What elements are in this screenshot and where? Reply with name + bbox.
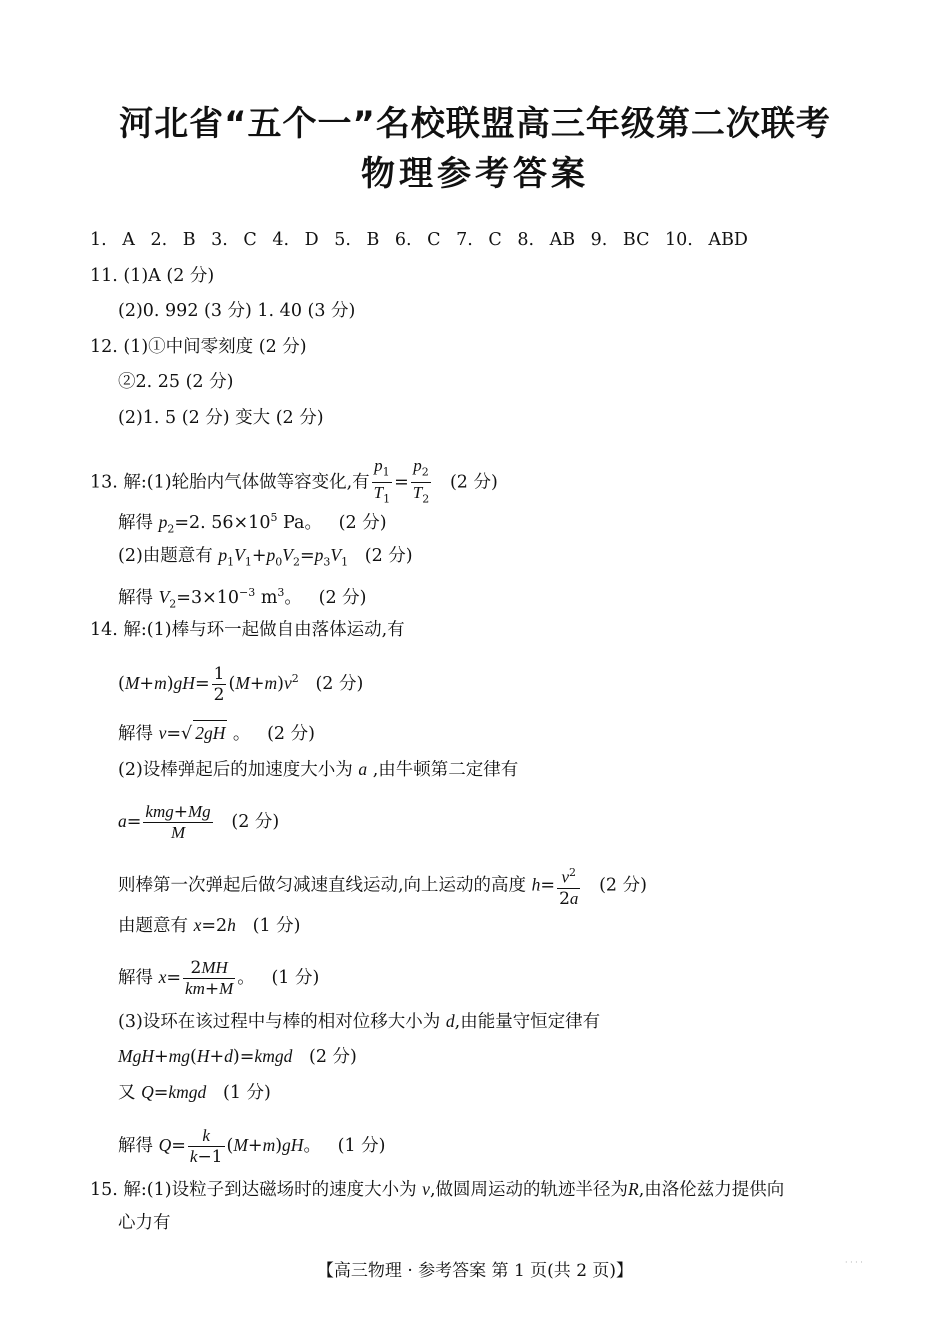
q14-line1: 14. 解:(1)棒与环一起做自由落体运动,有 <box>90 620 405 640</box>
q13-line2: 解得 $p_2=2$. $56\times 10^5$ Pa。 (2 分) <box>118 511 387 536</box>
q11-line2: (2)0. 992 (3 分) 1. 40 (3 分) <box>118 301 356 321</box>
q14-line3: 解得 v=√ 2gH 。 (2 分) <box>118 720 315 746</box>
q13-line3: (2)由题意有 $p_1V_1+p_0V_2=p_3V_1$ (2 分) <box>118 545 413 569</box>
q12-line1: 12. (1)①中间零刻度 (2 分) <box>90 337 307 357</box>
q13-line4: 解得 $V_2=3\times 10^{-3}$ $m^3$。 (2 分) <box>118 586 367 611</box>
q14-line2: (M+m)gH= $\frac{1}{2}$ $(M+m)v^2$ (2 分) <box>118 664 364 705</box>
q14-line10: MgH+mg(H+d)=kmgd (2 分) <box>118 1046 357 1067</box>
q14-line12: 解得 Q= $\frac{k}{k-1}$ (M+m)gH。 (1 分) <box>118 1126 386 1167</box>
q14-line6: 则棒第一次弹起后做匀减速直线运动,向上运动的高度 h= $\frac{v^2}{2a}$ (2 分) <box>118 863 647 909</box>
q12-line3: (2)1. 5 (2 分) 变大 (2 分) <box>118 408 324 428</box>
q14-line11: 又 Q=kmgd (1 分) <box>118 1082 271 1103</box>
mc-answers: 1. A 2. B 3. C 4. D 5. B 6. C 7. C 8. AB 9. BC 10. ABD <box>90 230 748 250</box>
q13-line1: 13. 解:(1)轮胎内气体做等容变化,有 $\frac{p_1}{T_1}$ = $\frac{p_2}{T_2}$ (2 分) <box>90 456 498 506</box>
decorative-dots: · · · · <box>845 1258 863 1267</box>
q14-line5: a= $\frac{\text{kmg+Mg}}{M}$ (2 分) <box>118 802 280 842</box>
q12-line2: ②2. 25 (2 分) <box>118 372 234 392</box>
page-footer: 【高三物理 · 参考答案 第 1 页(共 2 页)】 <box>316 1261 634 1281</box>
q14-line7: 由题意有 x=2h (1 分) <box>118 915 301 936</box>
q14-line9: (3)设环在该过程中与棒的相对位移大小为 d,由能量守恒定律有 <box>118 1011 601 1032</box>
q11-line1: 11. (1)A (2 分) <box>90 266 215 286</box>
q15-line1: 15. 解:(1)设粒子到达磁场时的速度大小为 v,做圆周运动的轨迹半径为R,由洛伦兹力提供向 <box>90 1179 785 1200</box>
q14-line8: 解得 x= $\frac{2MH}{km+M}$ 。 (1 分) <box>118 958 320 999</box>
title-line-2: 物理参考答案 <box>361 154 589 194</box>
q15-line2: 心力有 <box>118 1213 171 1233</box>
title-line-1: 河北省“五个一”名校联盟高三年级第二次联考 <box>119 104 831 144</box>
q14-line4: (2)设棒弹起后的加速度大小为 a ,由牛顿第二定律有 <box>118 759 519 780</box>
